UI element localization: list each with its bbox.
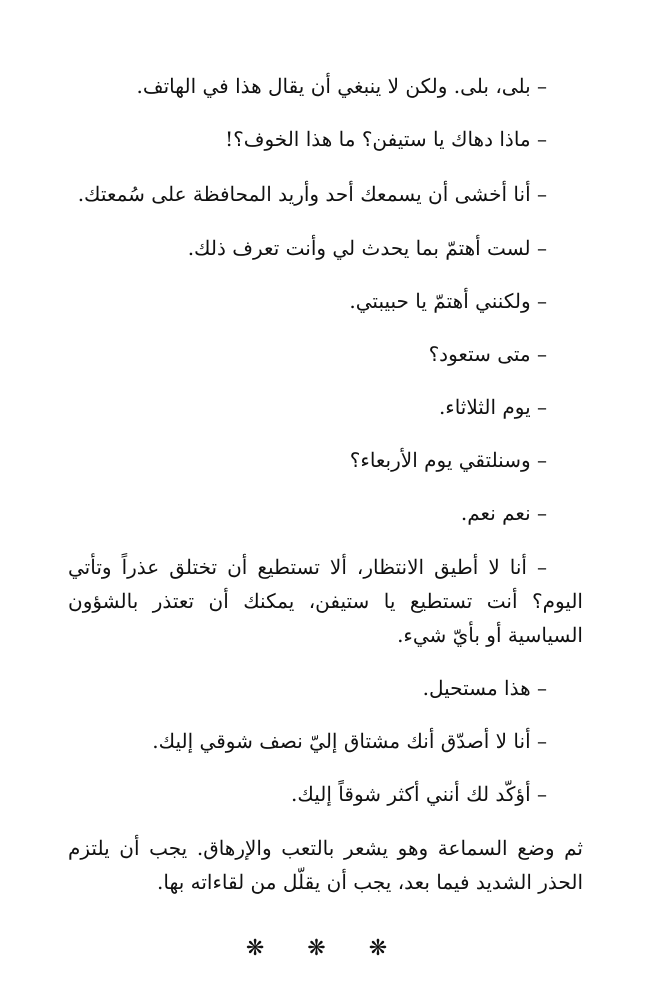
- dialogue-line-1: – بلى، بلى. ولكن لا ينبغي أن يقال هذا في الهاتف.: [136, 74, 547, 98]
- dialogue-line-3: – أنا أخشى أن يسمعك أحد وأريد المحافظة على سُمعتك.: [77, 182, 547, 206]
- page-body: [68, 60, 583, 909]
- dialogue-line-11: – هذا مستحيل.: [422, 676, 547, 700]
- section-separator: ❋ ❋ ❋: [245, 936, 406, 961]
- dialogue-line-6: – متى ستعود؟: [428, 342, 547, 366]
- dialogue-line-2: – ماذا دهاك يا ستيفن؟ ما هذا الخوف؟!: [225, 127, 547, 151]
- dialogue-line-10: – أنا لا أطيق الانتظار، ألا تستطيع أن تختلق عذراً وتأتي اليوم؟ أنت تستطيع يا ستيفن، يمكنك أن تعتذر بالشؤون السياسية أو بأيّ شيء.: [68, 555, 583, 647]
- dialogue-line-4: – لست أهتمّ بما يحدث لي وأنت تعرف ذلك.: [187, 236, 547, 260]
- dialogue-line-5: – ولكنني أهتمّ يا حبيبتي.: [349, 289, 547, 313]
- dialogue-line-8: – وسنلتقي يوم الأربعاء؟: [349, 448, 547, 472]
- narration-paragraph: ثم وضع السماعة وهو يشعر بالتعب والإرهاق. يجب أن يلتزم الحذر الشديد فيما بعد، يجب أن يقلّل من لقاءاته بها.: [68, 836, 583, 894]
- dialogue-line-9: – نعم نعم.: [460, 501, 547, 525]
- dialogue-line-7: – يوم الثلاثاء.: [438, 395, 547, 419]
- dialogue-line-12: – أنا لا أصدّق أنك مشتاق إليّ نصف شوقي إليك.: [152, 729, 547, 753]
- dialogue-line-13: – أؤكّد لك أنني أكثر شوقاً إليك.: [291, 782, 547, 806]
